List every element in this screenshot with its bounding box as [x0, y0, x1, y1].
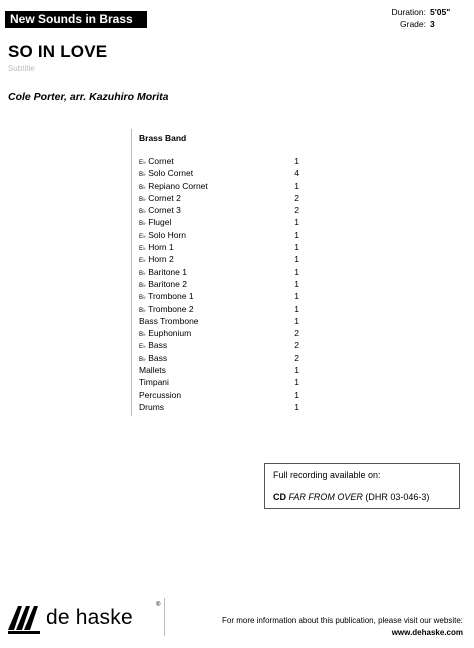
- instrument-label: Horn 2: [148, 254, 174, 265]
- cd-label: CD: [273, 492, 286, 502]
- instrument-key: B♭: [139, 307, 146, 314]
- instrument-label: Cornet: [148, 156, 174, 166]
- instrument-name: [139, 192, 181, 204]
- instrument-row: [139, 180, 299, 192]
- duration-label: Duration:: [391, 7, 426, 17]
- instrument-key: E♭: [139, 246, 146, 253]
- instrument-key: B♭: [139, 295, 146, 302]
- instrument-row: [139, 253, 299, 265]
- instrument-row: [139, 290, 299, 302]
- recording-availability: Full recording available on:: [273, 470, 381, 480]
- duration-row: [392, 6, 449, 18]
- instrument-label: Cornet 3: [148, 205, 181, 216]
- instrument-label: Solo Horn: [148, 229, 187, 240]
- instrument-count: 2: [294, 192, 299, 203]
- instrument-label: Horn 1: [148, 242, 174, 253]
- instrument-label: Timpani: [139, 377, 169, 388]
- instrument-key: B♭: [139, 172, 146, 179]
- footer-info-text: For more information about this publication, please visit our website:: [221, 616, 463, 625]
- footer-info: [222, 615, 463, 639]
- instrument-count: 1: [294, 180, 299, 191]
- instrument-row: [139, 216, 299, 228]
- composer-credit: Cole Porter, arr. Kazuhiro Morita: [8, 91, 169, 103]
- instrument-row: [139, 167, 299, 179]
- instrument-row: [139, 315, 299, 327]
- piece-subtitle: Subtitle: [8, 64, 35, 73]
- instrument-name: [139, 266, 187, 278]
- instrument-name: [139, 216, 171, 228]
- instrument-name: [139, 327, 191, 339]
- instrument-name: [139, 352, 167, 364]
- de-haske-logo: [6, 598, 166, 638]
- instrument-name: [139, 376, 169, 388]
- instrument-key: E♭: [139, 160, 146, 166]
- instrument-name: [139, 339, 167, 351]
- instrument-label: Bass: [148, 352, 168, 363]
- duration-value: 5'05": [430, 7, 451, 17]
- instrument-label: Bass: [148, 340, 168, 351]
- instrument-row: [139, 364, 299, 376]
- website-link[interactable]: www.dehaske.com: [391, 628, 463, 637]
- instrument-label: Solo Cornet: [148, 168, 194, 179]
- instrument-name: [139, 241, 174, 253]
- instrument-count: 2: [294, 205, 299, 216]
- registered-mark: ®: [156, 602, 161, 608]
- instrument-label: Flugel: [148, 217, 172, 228]
- instrument-count: 2: [294, 340, 299, 351]
- instrument-name: [139, 180, 208, 192]
- instrument-label: Drums: [139, 401, 165, 412]
- instrument-count: 1: [294, 291, 299, 302]
- instrument-name: [139, 155, 174, 167]
- instrument-label: Trombone 2: [148, 303, 194, 314]
- instrument-count: 1: [294, 217, 299, 228]
- instrument-key: B♭: [139, 282, 146, 289]
- instrument-row: [139, 401, 299, 413]
- instrument-row: [139, 278, 299, 290]
- instrument-row: [139, 155, 299, 167]
- instrument-count: 2: [294, 328, 299, 339]
- instrument-key: B♭: [139, 196, 146, 203]
- instrument-count: 1: [294, 278, 299, 289]
- instrument-row: [139, 303, 299, 315]
- instrument-key: B♭: [139, 270, 146, 277]
- grade-label: Grade:: [400, 19, 426, 29]
- instrument-count: 1: [294, 401, 299, 412]
- instrument-row: [139, 204, 299, 216]
- instrument-name: [139, 204, 181, 216]
- instrument-row: [139, 352, 299, 364]
- instrument-count: 1: [294, 156, 299, 166]
- instrument-count: 4: [294, 168, 299, 179]
- instrument-name: [139, 278, 187, 290]
- instrument-count: 1: [294, 229, 299, 240]
- instrument-key: B♭: [139, 209, 146, 216]
- instrument-name: [139, 167, 193, 179]
- instrument-row: [139, 389, 299, 401]
- instrument-key: B♭: [139, 332, 146, 339]
- cd-album-title: FAR FROM OVER: [288, 492, 363, 502]
- instrument-name: [139, 253, 174, 265]
- instrument-row: [139, 327, 299, 339]
- instrument-count: 1: [294, 389, 299, 400]
- instrument-name: [139, 229, 186, 241]
- instrument-name: [139, 290, 194, 302]
- series-banner: New Sounds in Brass: [5, 11, 147, 28]
- instrument-count: 1: [294, 254, 299, 265]
- piece-metadata: [392, 6, 449, 30]
- grade-value: 3: [430, 19, 435, 29]
- instrument-row: [139, 266, 299, 278]
- instrument-key: E♭: [139, 258, 146, 265]
- instrument-row: [139, 192, 299, 204]
- instrument-row: [139, 241, 299, 253]
- instrumentation-panel: [131, 129, 312, 416]
- instrument-count: 1: [294, 242, 299, 253]
- instrument-label: Baritone 1: [148, 266, 187, 277]
- instrument-key: B♭: [139, 221, 146, 228]
- publisher-emblem-icon: [6, 600, 42, 636]
- instrument-label: Percussion: [139, 389, 182, 400]
- instrument-row: [139, 229, 299, 241]
- instrument-label: Cornet 2: [148, 192, 181, 203]
- instrument-label: Bass Trombone: [139, 315, 199, 326]
- instrument-key: E♭: [139, 233, 146, 240]
- instrument-name: [139, 401, 164, 413]
- instrument-key: B♭: [139, 356, 146, 363]
- recording-info-box: [264, 463, 460, 509]
- instrument-count: 1: [294, 315, 299, 326]
- footer-divider: [164, 598, 165, 636]
- cd-catalog-number: (DHR 03-046-3): [365, 492, 430, 502]
- instrument-label: Repiano Cornet: [148, 180, 208, 191]
- instrument-key: B♭: [139, 184, 146, 191]
- instrument-count: 2: [294, 352, 299, 363]
- instrument-label: Trombone 1: [148, 291, 194, 302]
- recording-cd-line: [273, 492, 429, 502]
- instrument-count: 1: [294, 266, 299, 277]
- instrument-name: [139, 303, 194, 315]
- instrument-label: Euphonium: [148, 328, 192, 339]
- logo-wordmark: de haske: [46, 606, 133, 629]
- instrument-row: [139, 376, 299, 388]
- instrument-count: 1: [294, 303, 299, 314]
- instrument-count: 1: [294, 365, 299, 376]
- instrumentation-heading: Brass Band: [139, 133, 187, 143]
- piece-title: SO IN LOVE: [8, 42, 108, 61]
- instrumentation-list: [139, 155, 299, 413]
- instrument-row: [139, 339, 299, 351]
- instrument-key: E♭: [139, 344, 146, 351]
- instrument-count: 1: [294, 377, 299, 388]
- instrument-name: [139, 364, 166, 376]
- instrument-label: Mallets: [139, 365, 166, 376]
- grade-row: [392, 18, 449, 30]
- instrument-name: [139, 315, 199, 327]
- instrument-name: [139, 389, 181, 401]
- instrument-label: Baritone 2: [148, 278, 187, 289]
